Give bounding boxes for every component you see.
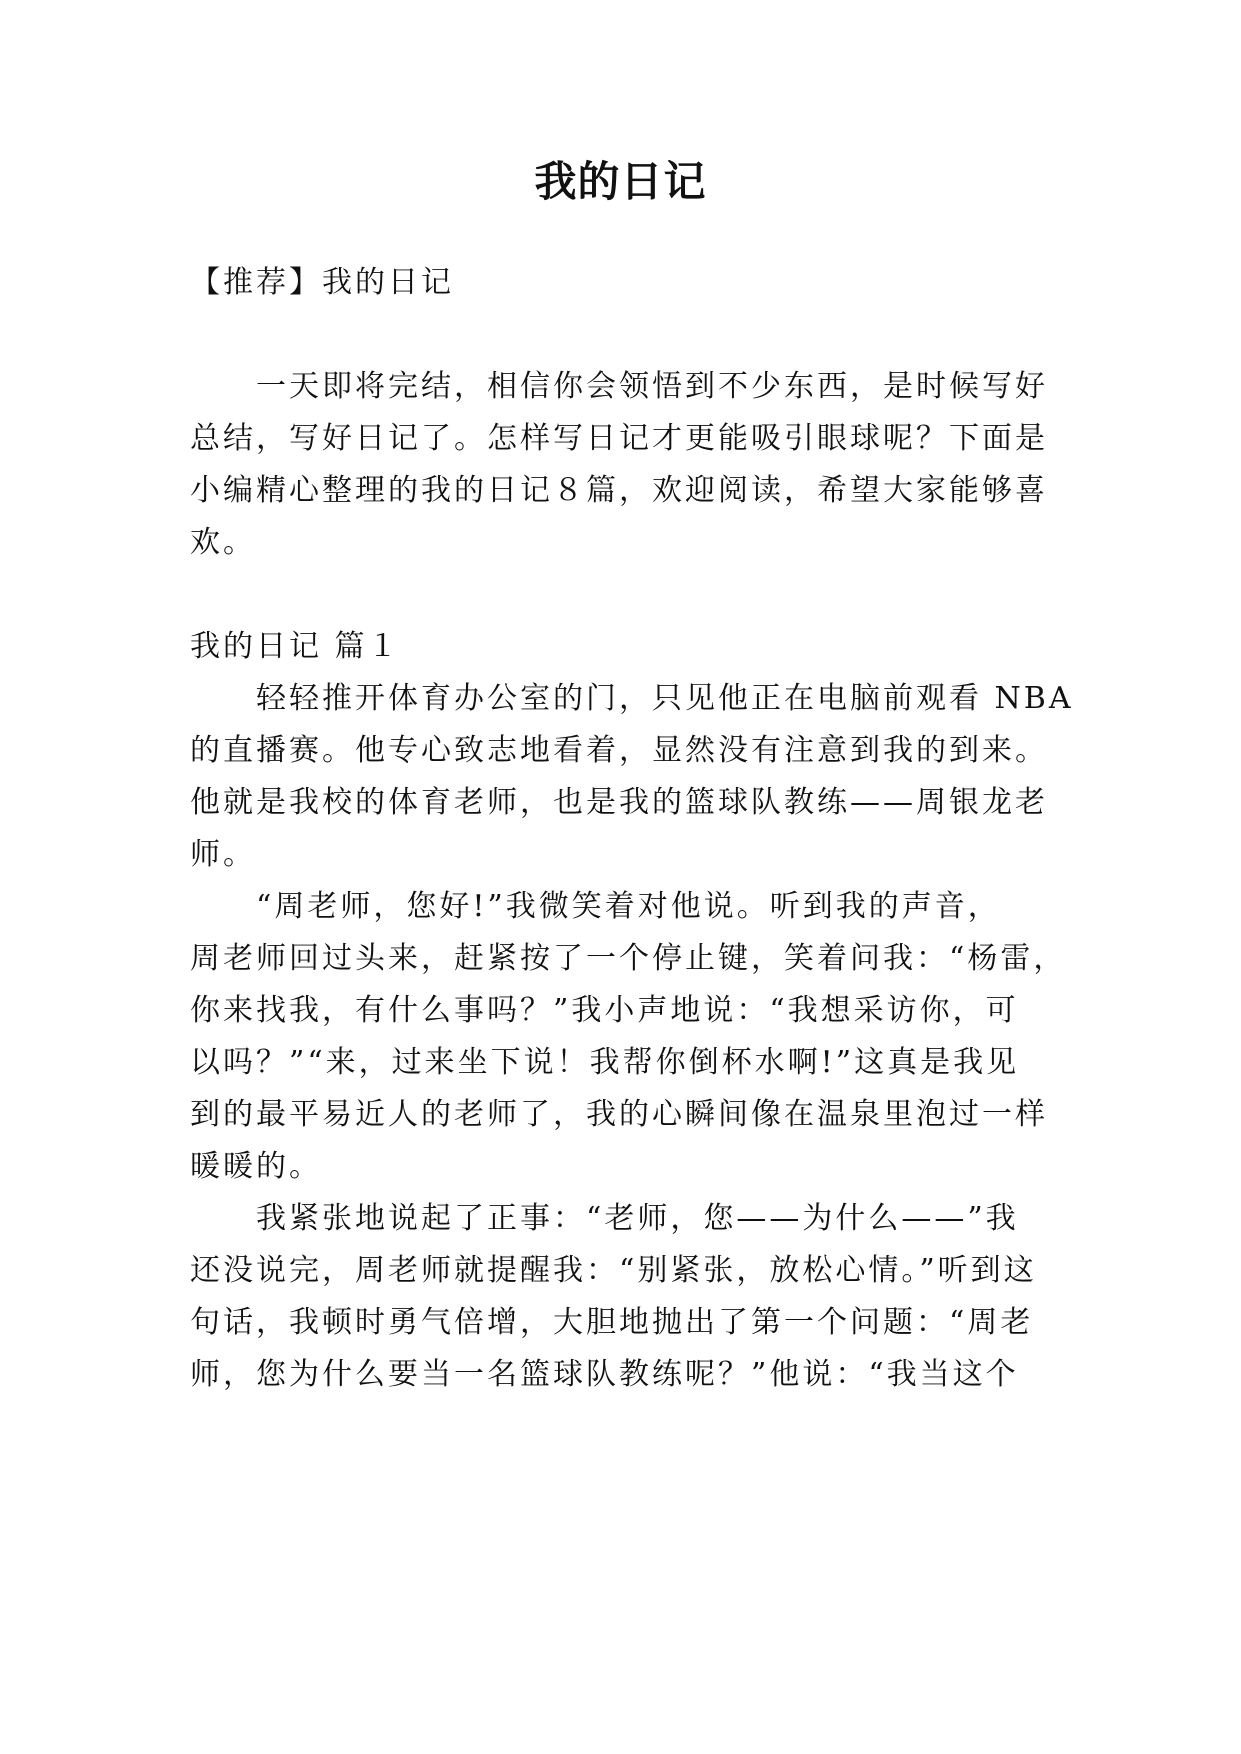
paragraph-line: 轻轻推开体育办公室的门，只见他正在电脑前观看 NBA — [256, 681, 1074, 716]
paragraph-line: “周老师，您好!”我微笑着对他说。听到我的声音， — [256, 889, 1001, 924]
paragraph-line: 还没说完，周老师就提醒我：“别紧张，放松心情。”听到这 — [190, 1253, 1037, 1288]
paragraph-line: 你来找我，有什么事吗？”我小声地说：“我想采访你，可 — [190, 993, 1019, 1028]
paragraph-line: 暖暖的。 — [190, 1149, 322, 1184]
intro-line: 欢。 — [190, 525, 256, 560]
intro-line: 一天即将完结，相信你会领悟到不少东西，是时候写好 — [256, 369, 1048, 404]
paragraph-line: 我紧张地说起了正事：“老师，您——为什么——”我 — [256, 1201, 1019, 1236]
paragraph-line: 他就是我校的体育老师，也是我的篮球队教练——周银龙老 — [190, 785, 1048, 820]
paragraph-line: 师。 — [190, 837, 256, 872]
paragraph-line: 到的最平易近人的老师了，我的心瞬间像在温泉里泡过一样 — [190, 1097, 1048, 1132]
paragraph-line: 以吗？”“来，过来坐下说！我帮你倒杯水啊!”这真是我见 — [190, 1045, 1020, 1080]
intro-line: 总结，写好日记了。怎样写日记才更能吸引眼球呢？下面是 — [190, 421, 1048, 456]
paragraph-line: 的直播赛。他专心致志地看着，显然没有注意到我的到来。 — [190, 733, 1048, 768]
paragraph-line: 师，您为什么要当一名篮球队教练呢？”他说：“我当这个 — [190, 1357, 1019, 1392]
document-title: 我的日记 — [534, 157, 707, 206]
section-heading: 我的日记 篇１ — [190, 629, 401, 664]
paragraph-line: 句话，我顿时勇气倍增，大胆地抛出了第一个问题：“周老 — [190, 1305, 1034, 1340]
paragraph-line: 周老师回过头来，赶紧按了一个停止键，笑着问我：“杨雷， — [190, 941, 1067, 976]
subtitle: 【推荐】我的日记 — [190, 265, 454, 300]
intro-line: 小编精心整理的我的日记８篇，欢迎阅读，希望大家能够喜 — [190, 473, 1048, 508]
